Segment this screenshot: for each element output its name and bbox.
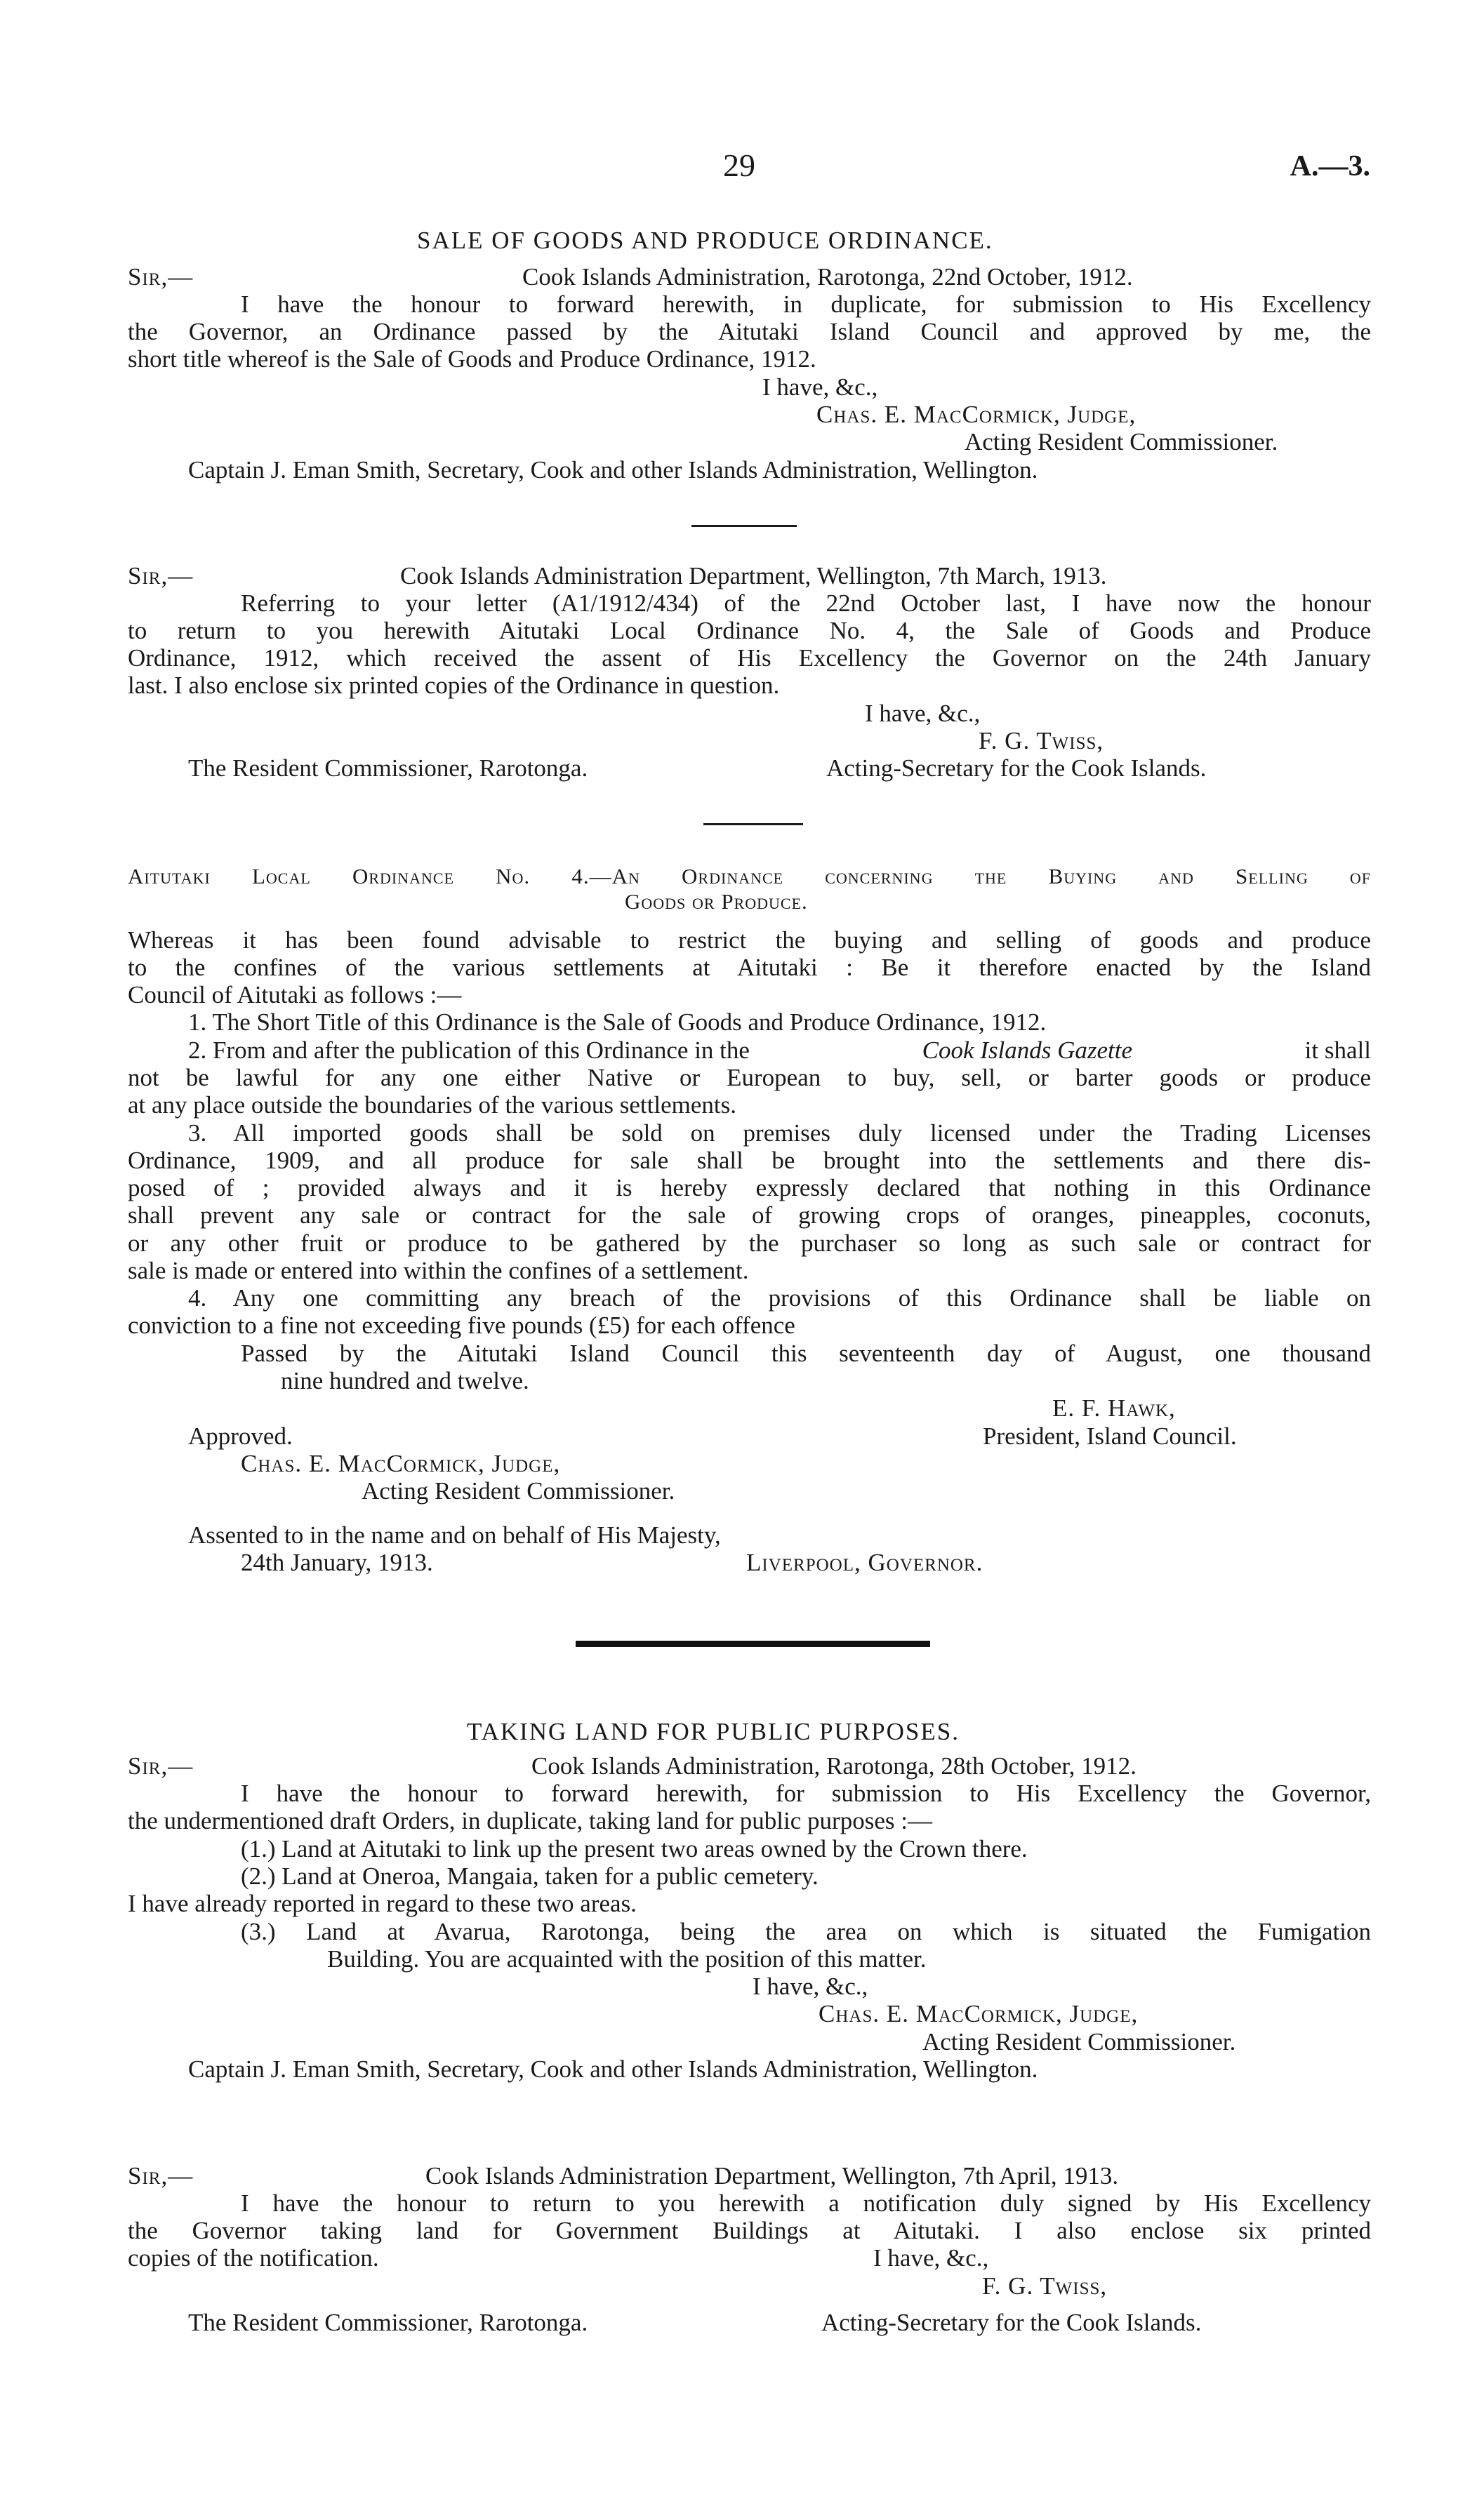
president-title: President, Island Council. [983,1422,1237,1450]
assent-date: 24th January, 1913. [241,1549,433,1576]
letter-body-line: to return to you herewith Aitutaki Local Ordinance No. 4, the Sale of Goods and Produce [128,617,1371,644]
clause-text: it shall [1304,1036,1371,1064]
approver-name: Chas. E. MacCormick, Judge, [241,1450,561,1477]
letter-body-line: the Governor, an Ordinance passed by the Aitutaki Island Council and approved by me, the [128,318,1371,345]
letter-body-line: copies of the notification. [128,2244,379,2272]
letter-body-line: last. I also enclose six printed copies of the Ordinance in question. [128,672,780,699]
list-item: (2.) Land at Oneroa, Mangaia, taken for a public cemetery. [241,1862,819,1890]
clause-4-line: 4. Any one committing any breach of the provisions of this Ordinance shall be liable on [188,1284,1371,1312]
clause-1: 1. The Short Title of this Ordinance is the Sale of Goods and Produce Ordinance, 1912. [188,1008,1047,1036]
gazette-title: Cook Islands Gazette [922,1036,1133,1064]
signer-title: Acting-Secretary for the Cook Islands. [821,2309,1202,2336]
letter-closing: I have, &c., [865,700,981,727]
letter-closing: I have, &c., [762,373,878,401]
signer-name: F. G. Twiss, [982,2272,1108,2300]
letter-body-line: the undermentioned draft Orders, in duplicate, taking land for public purposes :— [128,1807,932,1834]
clause-3-line: Ordinance, 1909, and all produce for sale shall be brought into the settlements and there dis- [128,1147,1371,1174]
list-item: (3.) Land at Avarua, Rarotonga, being the area on which is situated the Fumigation [241,1918,1371,1945]
clause-3-line: or any other fruit or produce to be gathered by the purchaser so long as such sale or contract for [128,1229,1371,1257]
clause-3-line: sale is made or entered into within the confines of a settlement. [128,1257,749,1284]
letter-address: Cook Islands Administration Department, Wellington, 7th March, 1913. [400,562,1107,589]
letter-body-line: Referring to your letter (A1/1912/434) of the 22nd October last, I have now the honour [241,589,1371,617]
letter-body-line: I have the honour to forward herewith, in duplicate, for submission to His Excellency [241,291,1371,318]
letter-addressee: Captain J. Eman Smith, Secretary, Cook and other Islands Administration, Wellington. [188,2055,1038,2083]
ordinance-title: Aitutaki Local Ordinance No. 4.—An Ordinance concerning the Buying and Selling of [128,864,1371,888]
letter-address: Cook Islands Administration, Rarotonga, 28th October, 1912. [531,1752,1137,1780]
page-number: 29 [723,147,755,183]
letter-body-line: Ordinance, 1912, which received the assent of His Excellency the Governor on the 24th January [128,644,1371,672]
letter-addressee: The Resident Commissioner, Rarotonga. [188,2309,588,2336]
approved-label: Approved. [188,1422,293,1450]
section-heading-taking-land: TAKING LAND FOR PUBLIC PURPOSES. [467,1718,960,1745]
governor-signature: Liverpool, Governor. [746,1549,983,1576]
signer-title: Acting Resident Commissioner. [922,2028,1236,2055]
letter-body-line: I have the honour to forward herewith, for submission to His Excellency the Governor, [241,1780,1371,1807]
letter-address: Cook Islands Administration Department, Wellington, 7th April, 1913. [425,2162,1119,2189]
preamble-line: Council of Aitutaki as follows :— [128,981,462,1008]
salutation: Sir,— [128,2162,194,2189]
section-divider [576,1641,930,1647]
salutation: Sir,— [128,263,194,291]
signer-title: Acting Resident Commissioner. [965,428,1278,455]
approver-title: Acting Resident Commissioner. [362,1477,675,1505]
separator-rule [691,525,797,527]
document-reference: A.—3. [1290,150,1370,182]
signer-name: Chas. E. MacCormick, Judge, [819,2000,1139,2027]
section-heading-sale-of-goods: SALE OF GOODS AND PRODUCE ORDINANCE. [417,227,993,254]
preamble-line: to the confines of the various settlements at Aitutaki : Be it therefore enacted by the Island [128,954,1371,981]
list-item: (1.) Land at Aitutaki to link up the present two areas owned by the Crown there. [241,1835,1028,1862]
letter-body-line: I have the honour to return to you herewith a notification duly signed by His Excellency [241,2189,1371,2217]
letter-closing: I have, &c., [753,1973,868,2000]
signer-title: Acting-Secretary for the Cook Islands. [826,754,1207,782]
passed-statement: Passed by the Aitutaki Island Council this seventeenth day of August, one thousand [241,1340,1371,1367]
letter-address: Cook Islands Administration, Rarotonga, 22nd October, 1912. [522,263,1133,291]
salutation: Sir,— [128,1752,194,1780]
assent-statement: Assented to in the name and on behalf of His Majesty, [188,1521,721,1549]
clause-3-line: posed of ; provided always and it is hereby expressly declared that nothing in this Ordinance [128,1174,1371,1201]
president-name: E. F. Hawk, [1052,1394,1176,1422]
clause-3-line: shall prevent any sale or contract for the sale of growing crops of oranges, pineapples, coconuts, [128,1201,1371,1229]
clause-2-first-line [188,1036,1371,1064]
clause-2-line: at any place outside the boundaries of the various settlements. [128,1091,736,1119]
clause-3-line: 3. All imported goods shall be sold on premises duly licensed under the Trading Licenses [188,1119,1371,1147]
separator-rule [703,823,803,825]
ordinance-title-continued: Goods or Produce. [625,889,808,914]
signer-name: F. G. Twiss, [979,727,1104,754]
clause-text: 2. From and after the publication of this Ordinance in the [188,1036,750,1064]
clause-2-line: not be lawful for any one either Native or European to buy, sell, or barter goods or produce [128,1064,1371,1091]
passed-statement: nine hundred and twelve. [281,1367,529,1394]
letter-body-line: I have already reported in regard to these two areas. [128,1890,637,1917]
letter-addressee: The Resident Commissioner, Rarotonga. [188,754,588,782]
signer-name: Chas. E. MacCormick, Judge, [816,401,1137,428]
letter-body-line: short title whereof is the Sale of Goods and Produce Ordinance, 1912. [128,345,816,373]
clause-4-line: conviction to a fine not exceeding five pounds (£5) for each offence [128,1312,795,1339]
letter-addressee: Captain J. Eman Smith, Secretary, Cook and other Islands Administration, Wellington. [188,456,1038,484]
salutation: Sir,— [128,562,194,589]
letter-closing: I have, &c., [873,2244,989,2272]
letter-body-line: the Governor taking land for Government Buildings at Aitutaki. I also enclose six printed [128,2217,1371,2244]
preamble-line: Whereas it has been found advisable to restrict the buying and selling of goods and produce [128,926,1371,954]
list-item-continued: Building. You are acquainted with the position of this matter. [327,1945,927,1973]
